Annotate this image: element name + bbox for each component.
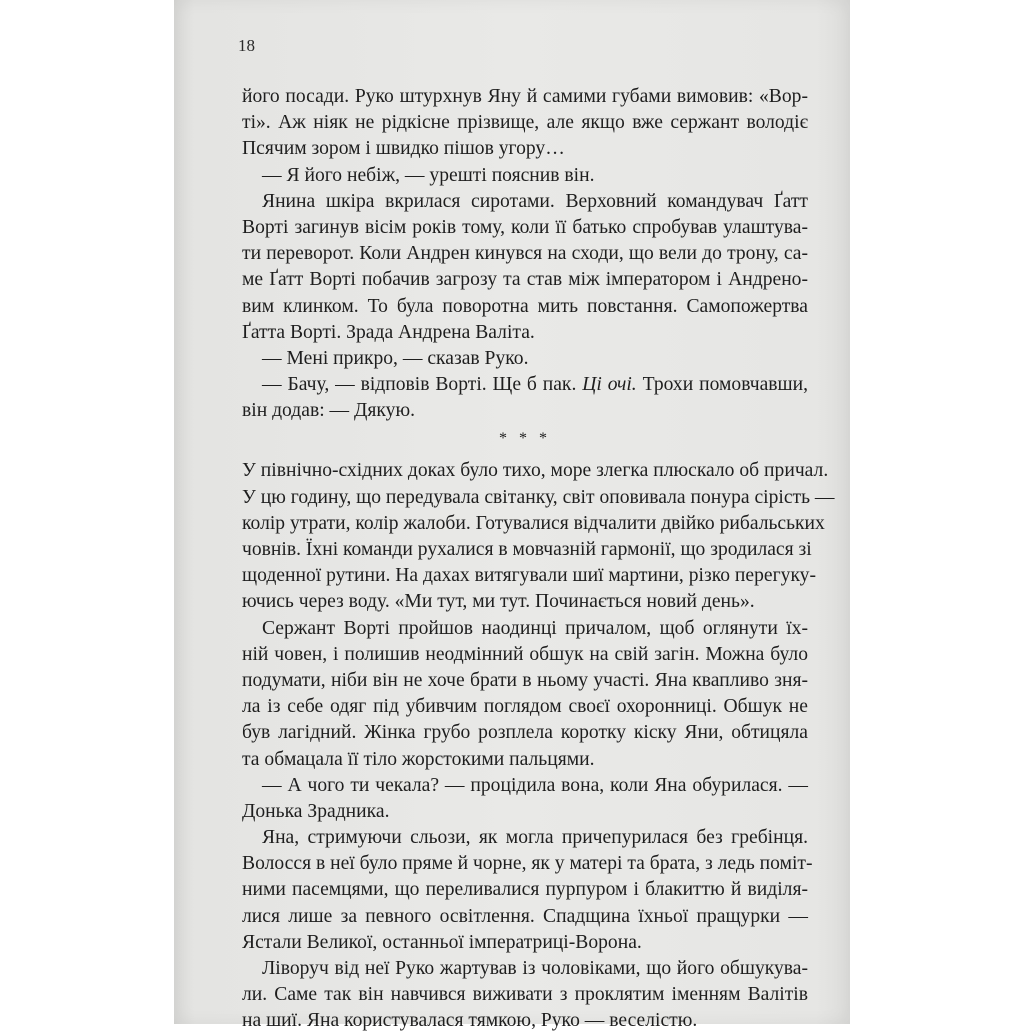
text-line: на шиї. Яна користувалася тямкою, Руко — веселістю. <box>242 1010 698 1032</box>
text-line: Псячим зором і швидко пішов угору… <box>242 138 565 160</box>
section-separator: * * * <box>499 430 551 448</box>
text-line: — А чого ти чекала? — процідила вона, коли Яна обурилася. — <box>262 774 808 796</box>
text-line: ними пасемцями, що переливалися пурпуром і блакиттю й виділя- <box>242 879 808 901</box>
text-line: — Мені прикро, — сказав Руко. <box>262 347 529 369</box>
text-line: У цю годину, що передувала світанку, світ оповивала понура сірість — <box>242 486 835 508</box>
text-block <box>242 84 835 1035</box>
text-line: Ястали Великої, останньої імператриці-Ворона. <box>242 931 642 953</box>
text-line: ла із себе одяг під убивчим поглядом своєї охоронниці. Обшук не <box>242 696 808 718</box>
text-line: Донька Зрадника. <box>242 800 390 822</box>
text-line: Сержант Ворті пройшов наодинці причалом, щоб оглянути їх- <box>262 617 808 639</box>
text-line: Ворті загинув вісім років тому, коли її батько спробував улаштува- <box>242 216 808 238</box>
text-line: Яна, стримуючи сльози, як могла причепурилася без гребінця. <box>262 827 808 849</box>
text-line: був лагідний. Жінка грубо розплела коротку кіску Яни, обтицяла <box>242 722 808 744</box>
text-line: — Я його небіж, — урешті пояснив він. <box>262 164 595 186</box>
text-line: човнів. Їхні команди рухалися в мовчазній гармонії, що зродилася зі <box>242 539 812 560</box>
text-line: вим клинком. То була поворотна мить повстання. Самопожертва <box>242 295 808 317</box>
text-line: Волосся в неї було пряме й чорне, як у матері та брата, з ледь поміт- <box>242 853 813 875</box>
text-line: колір утрати, колір жалоби. Готувалися відчалити двійко рибальських <box>242 512 825 534</box>
text-line-with-italic <box>242 372 808 398</box>
text-line: ті». Аж ніяк не рідкісне прізвище, але якщо вже сержант володіє <box>242 112 808 134</box>
text-line: та обмацала її тіло жорстокими пальцями. <box>242 748 595 770</box>
text-run: — Бачу, — відповів Ворті. Ще б пак. <box>262 374 577 396</box>
text-line: Ліворуч від неї Руко жартував із чоловіками, що його обшукува- <box>262 958 808 979</box>
text-line: він додав: — Дякую. <box>242 400 415 422</box>
text-line: щоденної рутини. На дахах витягували шиї мартини, різко перегуку- <box>242 565 817 587</box>
text-line: У північно-східних доках було тихо, море злегка плюскало об причал. <box>242 460 829 482</box>
text-line: його посади. Руко штурхнув Яну й самими губами вимовив: «Вор- <box>242 86 808 107</box>
text-line: лися лише за певного освітлення. Спадщина їхньої пращурки — <box>242 905 808 927</box>
page-number: 18 <box>238 36 255 55</box>
text-run: Трохи помовчавши, <box>642 374 808 396</box>
text-line: ме Ґатт Ворті побачив загрозу та став між імператором і Андрено- <box>242 269 808 291</box>
text-line: Ґатта Ворті. Зрада Андрена Валіта. <box>242 321 535 343</box>
text-line: Янина шкіра вкрилася сиротами. Верховний командувач Ґатт <box>262 190 808 212</box>
text-line: ючись через воду. «Ми тут, ми тут. Починається новий день». <box>242 591 755 613</box>
text-line: ти переворот. Коли Андрен кинувся на сходи, що вели до трону, са- <box>242 243 808 265</box>
italic-text: Ці очі. <box>582 374 637 396</box>
text-line: подумати, ніби він не хоче брати в ньому участі. Яна квапливо зня- <box>242 669 808 691</box>
text-line: ній човен, і полишив неодмінний обшук на свій загін. Можна було <box>242 643 808 665</box>
text-line: ли. Саме так він навчився виживати з проклятим іменням Валітів <box>242 984 808 1006</box>
